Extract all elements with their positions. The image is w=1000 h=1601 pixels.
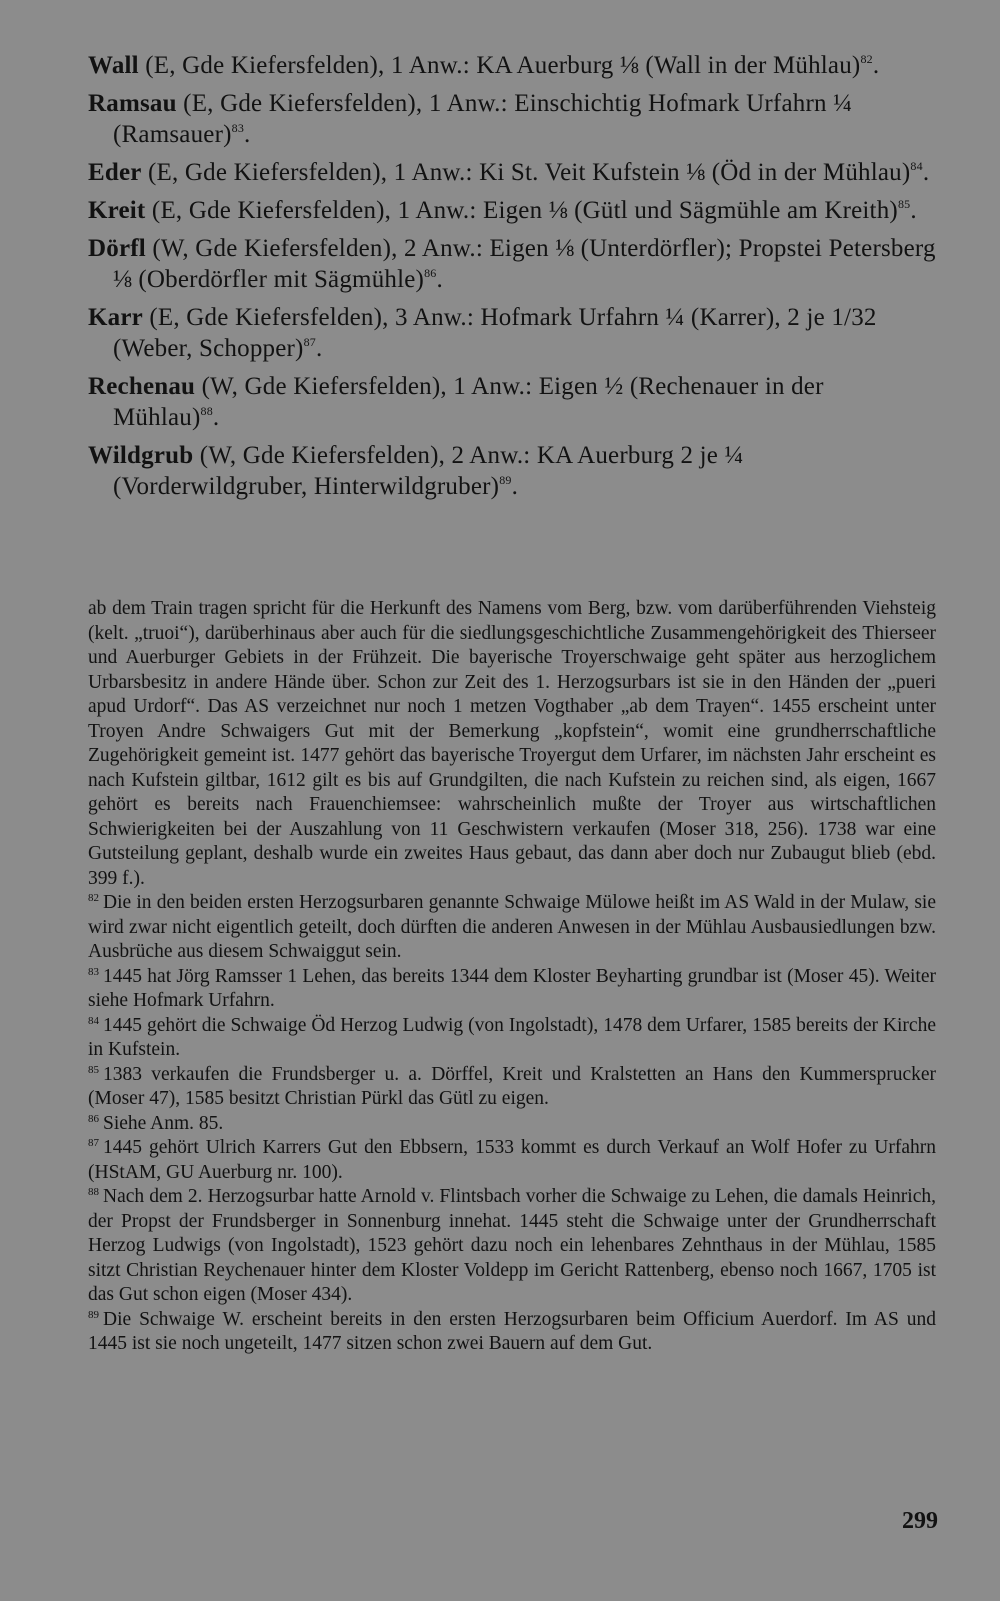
entry-text: (W, Gde Kiefersfelden), 2 Anw.: KA Auerburg 2 je ¼ (Vorderwildgruber, Hinterwildgruber) [113, 442, 744, 500]
entry-name: Wildgrub [88, 442, 194, 469]
entry-ramsau [88, 88, 936, 150]
footnote-number: 86 [88, 1112, 99, 1125]
entry-text: (E, Gde Kiefersfelden), 1 Anw.: Ki St. Veit Kufstein ⅛ (Öd in der Mühlau) [141, 159, 911, 186]
footnote-83 [88, 965, 936, 1014]
entry-text: (E, Gde Kiefersfelden), 1 Anw.: Eigen ⅛ (Gütl und Sägmühle am Kreith) [145, 197, 898, 224]
entry-doerfl [88, 233, 936, 295]
footnote-text: 1445 gehört die Schwaige Öd Herzog Ludwig (von Ingolstadt), 1478 dem Urfarer, 1585 bereits der Kirche in Kufstein. [88, 1014, 936, 1060]
entry-wildgrub [88, 440, 936, 502]
entry-text: (E, Gde Kiefersfelden), 1 Anw.: KA Auerburg ⅛ (Wall in der Mühlau) [138, 52, 861, 79]
footnote-text: Die in den beiden ersten Herzogsurbaren genannte Schwaige Mülowe heißt im AS Wald in der Mulaw, sie wird zwar nicht eigentlich geteilt, doch dürften die anderen Anwesen in der Mühlau Ausbausiedlungen bzw. Ausbrüche aus diesem Schwaiggut sein. [88, 892, 936, 962]
footnote-ref: 83 [231, 121, 245, 135]
footnote-number: 83 [88, 965, 99, 978]
footnote-text: Nach dem 2. Herzogsurbar hatte Arnold v. Flintsbach vorher die Schwaige zu Lehen, die damals Heinrich, der Propst der Frundsberger in Sonnenburg innehat. 1445 steht die Schwaige unter der Grundherrschaft Herzog Ludwigs (von Ingolstadt), 1523 gehört dazu noch ein lehenbares Zehnthaus in der Mühlau, 1585 sitzt Christian Reychenauer hinter dem Kloster Voldepp im Gericht Rattenberg, ebenso noch 1667, 1705 ist das Gut schon eigen (Moser 434). [88, 1186, 936, 1305]
entry-text: (E, Gde Kiefersfelden), 1 Anw.: Einschichtig Hofmark Urfahrn ¼ (Ramsauer) [113, 90, 853, 148]
entry-name: Wall [88, 52, 139, 79]
entry-text: (E, Gde Kiefersfelden), 3 Anw.: Hofmark Urfahrn ¼ (Karrer), 2 je 1/32 (Weber, Schopper) [113, 304, 877, 362]
footnote-number: 87 [88, 1137, 99, 1149]
entry-text: (W, Gde Kiefersfelden), 2 Anw.: Eigen ⅛ (Unterdörfler); Propstei Petersberg ⅛ (Oberdörfler mit Sägmühle) [113, 235, 936, 293]
entry-end: . [910, 197, 917, 224]
footnote-continuation: ab dem Train tragen spricht für die Herkunft des Namens vom Berg, bzw. vom darüberführenden Viehsteig (kelt. „truoi“), darüberhinaus aber auch für die siedlungsgeschichtliche Zusammengehörigkeit des Thierseer und Auerburger Gebiets in der Frühzeit. Die bayerische Troyerschwaige geht später aus herzoglichem Urbarsbesitz in andere Hände über. Schon zur Zeit des 1. Herzogsurbars ist sie in den Händen der „pueri apud Urdorf“. Das AS verzeichnet nur noch 1 metzen Vogthaber „ab dem Trayen“. 1455 erscheint unter Troyen Andre Schwaigers Gut mit der Bemerkung „kopfstein“, womit eine grundherrschaftliche Zugehörigkeit gemeint ist. 1477 gehört das bayerische Troyergut dem Urfarer, im nächsten Jahr erscheint es nach Kufstein giltbar, 1612 gilt es bis auf Grundgilten, die nach Kufstein zu reichen sind, als eigen, 1667 gehört es bereits nach Frauenchiemsee: wahrscheinlich mußte der Troyer aus wirtschaftlichen Schwierigkeiten bei der Auszahlung von 11 Geschwistern verkaufen (Moser 318, 256). 1738 war eine Gutsteilung geplant, deshalb wurde ein zweites Haus gebaut, das dann aber doch nur Zubaugut blieb (ebd. 399 f.). [88, 598, 936, 889]
footnote-89 [88, 1308, 936, 1357]
entry-end: . [511, 473, 519, 500]
footnote-number: 89 [88, 1308, 99, 1321]
place-entries [88, 50, 936, 509]
entry-end: . [436, 266, 443, 293]
entry-end: . [316, 335, 323, 362]
entry-eder [88, 157, 936, 188]
footnote-82 [88, 891, 936, 965]
entry-text: (W, Gde Kiefersfelden), 1 Anw.: Eigen ½ (Rechenauer in der Mühlau) [113, 373, 824, 431]
page-number: 299 [902, 1508, 938, 1534]
footnote-86 [88, 1112, 936, 1137]
footnote-text: 1383 verkaufen die Frundsberger u. a. Dörffel, Kreit und Kralstetten an Hans den Kummersprucker (Moser 47), 1585 besitzt Christian Pürkl das Gütl zu eigen. [88, 1063, 936, 1109]
footnote-ref: 87 [303, 335, 316, 349]
footnote-87 [88, 1136, 936, 1185]
footnote-text: Siehe Anm. 85. [103, 1112, 224, 1134]
entry-name: Eder [88, 159, 142, 186]
footnote-ref: 86 [424, 266, 437, 280]
entry-name: Ramsau [88, 90, 177, 117]
entry-wall [88, 50, 936, 81]
footnote-88 [88, 1185, 936, 1308]
footnote-number: 88 [88, 1186, 99, 1198]
footnote-ref: 85 [897, 197, 911, 211]
footnote-number: 85 [88, 1063, 99, 1076]
entry-end: . [922, 159, 930, 186]
entry-rechenau [88, 371, 936, 433]
footnote-number: 82 [88, 892, 99, 904]
entry-name: Kreit [88, 197, 146, 224]
footnote-ref: 89 [499, 473, 512, 487]
footnote-text: 1445 gehört Ulrich Karrers Gut den Ebbsern, 1533 kommt es durch Verkauf an Wolf Hofer zu Urfahrn (HStAM, GU Auerburg nr. 100). [88, 1137, 936, 1183]
entry-karr [88, 302, 936, 364]
footnote-number: 84 [88, 1014, 99, 1027]
footnote-ref: 88 [200, 404, 213, 418]
footnote-85 [88, 1063, 936, 1112]
footnote-84 [88, 1014, 936, 1063]
entry-end: . [244, 121, 251, 148]
entry-end: . [872, 52, 880, 79]
footnotes-section [88, 597, 936, 1357]
footnote-ref: 84 [910, 159, 923, 173]
entry-kreit [88, 195, 936, 226]
entry-end: . [212, 404, 220, 431]
footnote-text: 1445 hat Jörg Ramsser 1 Lehen, das bereits 1344 dem Kloster Beyharting grundbar ist (Moser 45). Weiter siehe Hofmark Urfahrn. [88, 965, 936, 1011]
entry-name: Dörfl [88, 235, 146, 262]
entry-name: Karr [88, 304, 143, 331]
footnote-text: Die Schwaige W. erscheint bereits in den ersten Herzogsurbaren beim Officium Auerdorf. Im AS und 1445 ist sie noch ungeteilt, 1477 sitzen schon zwei Bauern auf dem Gut. [88, 1308, 936, 1354]
entry-name: Rechenau [88, 373, 196, 400]
footnote-ref: 82 [860, 52, 873, 66]
